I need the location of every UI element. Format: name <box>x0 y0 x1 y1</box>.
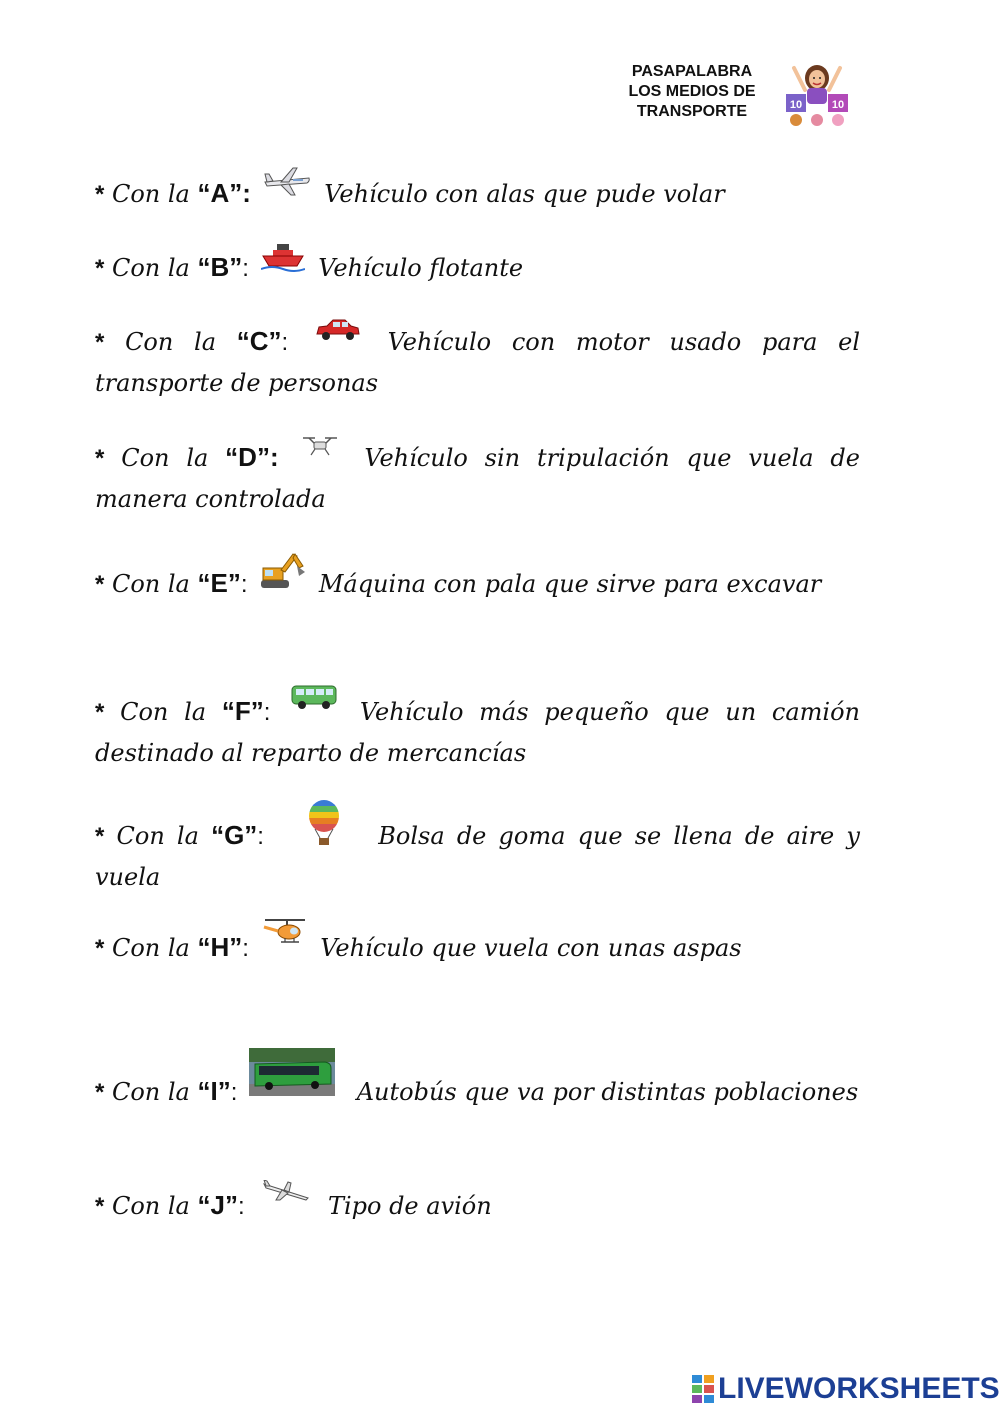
clue-text: Vehículo con motor usado para el transporte de personas <box>95 328 861 397</box>
question-item-b <box>95 242 860 289</box>
con-la-label: Con la <box>111 934 190 962</box>
bullet-star: * <box>95 255 105 282</box>
title-line-1: PASAPALABRA <box>631 63 753 80</box>
jet-icon <box>262 1180 310 1204</box>
title-line-2: LOS MEDIOS DE <box>628 83 756 100</box>
letter-label: “A” <box>197 178 243 208</box>
question-item-f <box>95 684 860 773</box>
letter-label: “F” <box>221 696 264 726</box>
balloon-icon <box>306 800 342 846</box>
avatar-badge-left: 10 <box>789 99 803 111</box>
bullet-star: * <box>95 935 105 962</box>
colon: : <box>242 178 251 208</box>
bullet-star: * <box>95 823 105 850</box>
drone-icon <box>299 434 341 458</box>
question-item-a <box>95 166 860 215</box>
title-line-3: TRANSPORTE <box>636 103 748 120</box>
clue-text: Vehículo con alas que pude volar <box>324 180 725 208</box>
bullet-star: * <box>95 329 105 356</box>
con-la-label: Con la <box>111 180 190 208</box>
question-item-i <box>95 1048 860 1113</box>
colon: : <box>230 1079 238 1106</box>
liveworksheets-mark-icon <box>692 1375 714 1403</box>
letter-label: “C” <box>236 326 282 356</box>
bullet-star: * <box>95 1193 105 1220</box>
question-item-e <box>95 550 860 605</box>
van-icon <box>290 684 338 710</box>
clue-text: Tipo de avión <box>327 1192 492 1220</box>
question-item-j <box>95 1180 860 1227</box>
colon: : <box>263 699 271 726</box>
con-la-label: Con la <box>120 698 207 726</box>
question-item-g <box>95 800 860 897</box>
liveworksheets-logo <box>692 1372 1000 1406</box>
worksheet-title <box>592 62 792 122</box>
clue-text: Vehículo más pequeño que un camión destinado al reparto de mercancías <box>95 698 860 767</box>
excavator-icon <box>259 550 305 590</box>
bullet-star: * <box>95 181 105 208</box>
letter-label: “E” <box>197 568 241 598</box>
clue-text: Autobús que va por distintas poblaciones <box>356 1078 859 1106</box>
airplane-icon <box>263 166 311 196</box>
colon: : <box>237 1193 245 1220</box>
con-la-label: Con la <box>116 822 199 850</box>
colon: : <box>281 329 289 356</box>
colon: : <box>242 935 249 962</box>
ship-icon <box>261 242 305 272</box>
con-la-label: Con la <box>125 328 217 356</box>
bullet-star: * <box>95 1079 105 1106</box>
letter-label: “J” <box>197 1190 238 1220</box>
letter-label: “H” <box>197 932 243 962</box>
clue-text: Vehículo que vuela con unas aspas <box>320 934 742 962</box>
clue-text: Vehículo sin tripulación que vuela de manera controlada <box>95 444 860 513</box>
letter-label: “D” <box>225 442 270 472</box>
colon: : <box>257 823 264 850</box>
bullet-star: * <box>95 699 105 726</box>
bus-photo-icon <box>249 1048 335 1096</box>
question-item-d <box>95 434 860 519</box>
clue-text: Máquina con pala que sirve para excavar <box>318 570 822 598</box>
con-la-label: Con la <box>121 444 209 472</box>
bullet-star: * <box>95 445 105 472</box>
clue-text: Vehículo flotante <box>318 254 524 282</box>
question-item-c <box>95 318 860 403</box>
colon: : <box>240 571 248 598</box>
letter-label: “I” <box>197 1076 231 1106</box>
clue-text: Bolsa de goma que se llena de aire y vuela <box>95 822 860 891</box>
colon: : <box>242 255 249 282</box>
colon: : <box>269 442 279 472</box>
helicopter-icon <box>261 916 307 950</box>
con-la-label: Con la <box>111 1192 190 1220</box>
letter-label: “G” <box>211 820 258 850</box>
con-la-label: Con la <box>111 254 190 282</box>
question-item-h <box>95 916 860 969</box>
teacher-avatar-icon <box>782 60 852 128</box>
car-icon <box>313 318 361 342</box>
brand-name: LIVEWORKSHEETS <box>718 1372 1000 1405</box>
con-la-label: Con la <box>111 570 190 598</box>
bullet-star: * <box>95 571 105 598</box>
letter-label: “B” <box>197 252 243 282</box>
avatar-badge-right: 10 <box>831 99 845 111</box>
con-la-label: Con la <box>111 1078 190 1106</box>
